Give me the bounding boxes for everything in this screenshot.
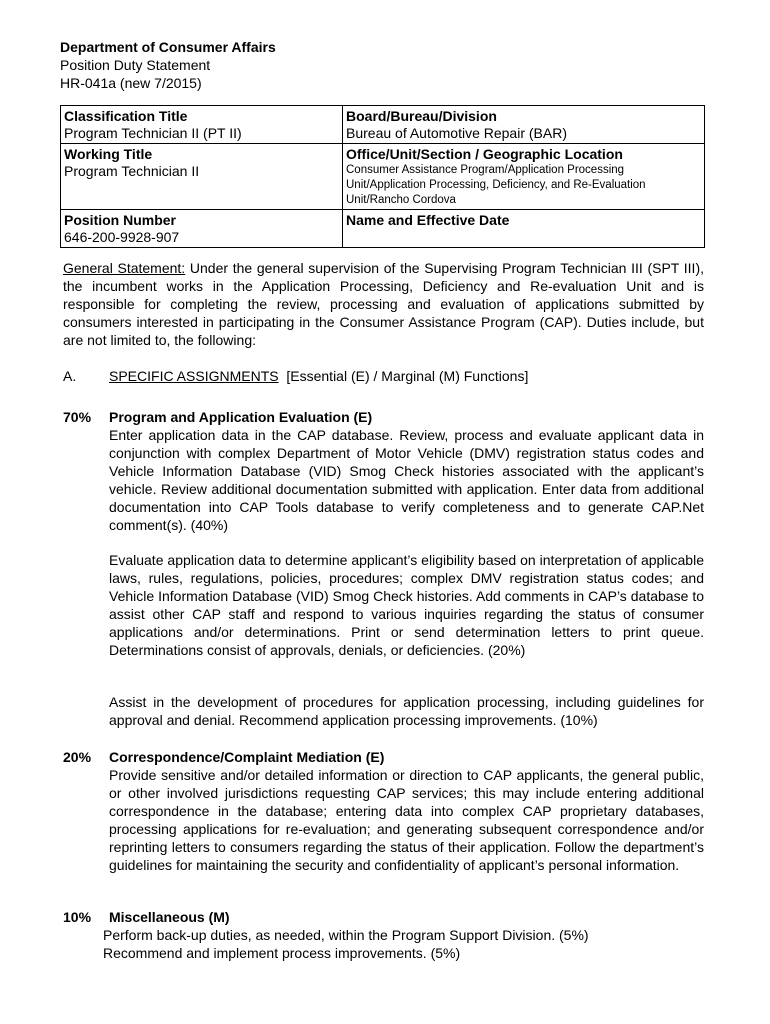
duty-percent: 10%: [63, 909, 92, 925]
name-date-cell: [343, 210, 705, 248]
position-number-label: Position Number: [64, 212, 177, 228]
department-name: Department of Consumer Affairs: [60, 39, 276, 55]
office-label: Office/Unit/Section / Geographic Location: [346, 146, 623, 162]
duty-heading-correspondence: [63, 748, 384, 766]
section-subtitle: [Essential (E) / Marginal (M) Functions]: [278, 368, 529, 384]
office-value-line-1: Consumer Assistance Program/Application Processing: [346, 164, 625, 176]
general-statement-label: General Statement:: [63, 260, 186, 276]
duty-title: Correspondence/Complaint Mediation (E): [109, 749, 385, 765]
office-value-line-3: Unit/Rancho Cordova: [346, 194, 456, 206]
working-title-cell: [61, 144, 343, 210]
board-label: Board/Bureau/Division: [346, 108, 497, 124]
duty-heading-evaluation: [63, 408, 372, 426]
position-info-table: [60, 105, 705, 248]
duty-paragraph: Enter application data in the CAP database. Review, process and evaluate applicant data in conjunction with complex Department of Motor Vehicle (DMV) registration status codes and Vehicle Information Database (VID) Smog Check histories associated with the applicant’s vehicle. Review additional documentation submitted with application. Enter data from additional documentation into CAP Tools database to verify completeness and to generate CAP.Net comment(s). (40%): [109, 427, 704, 533]
section-title: SPECIFIC ASSIGNMENTS: [109, 368, 279, 384]
duty-percent: 70%: [63, 409, 92, 425]
board-value: Bureau of Automotive Repair (BAR): [346, 125, 567, 141]
duty-line: Recommend and implement process improvements. (5%): [103, 945, 461, 961]
section-letter: A.: [63, 368, 77, 384]
duty-title: Program and Application Evaluation (E): [109, 409, 373, 425]
duty-percent: 20%: [63, 749, 92, 765]
working-title-value: Program Technician II: [64, 163, 200, 179]
duty-line: Perform back-up duties, as needed, within the Program Support Division. (5%): [103, 927, 589, 943]
form-number: HR-041a (new 7/2015): [60, 75, 202, 91]
classification-value: Program Technician II (PT II): [64, 125, 242, 141]
office-cell: [343, 144, 705, 210]
duty-title: Miscellaneous (M): [109, 909, 230, 925]
classification-label: Classification Title: [64, 108, 188, 124]
working-title-label: Working Title: [64, 146, 153, 162]
duty-heading-miscellaneous: [63, 908, 230, 926]
name-date-label: Name and Effective Date: [346, 212, 510, 228]
document-type: Position Duty Statement: [60, 57, 211, 73]
board-cell: [343, 106, 705, 144]
general-statement-text: Under the general supervision of the Supervising Program Technician III (SPT III), the incumbent works in the Application Processing, Deficiency and Re-evaluation Unit and is responsible for completing the review, processing and evaluation of applications submitted by consumers interested in participating in the Consumer Assistance Program (CAP). Duties include, but are not limited to, the following:: [63, 260, 704, 348]
office-value-line-2: Unit/Application Processing, Deficiency, and Re-Evaluation: [346, 179, 646, 191]
duty-paragraph: Provide sensitive and/or detailed information or direction to CAP applicants, the general public, or other involved jurisdictions requesting CAP services; this may include entering additional correspondence in the database; entering data into complex CAP proprietary databases, processing applications for re-evaluation; and generating subsequent correspondence and/or reprinting letters to consumers regarding the status of their application. Follow the department’s guidelines for maintaining the security and confidentiality of applicant’s personal information.: [109, 767, 704, 873]
position-number-cell: [61, 210, 343, 248]
duty-paragraph: Assist in the development of procedures for application processing, including guidelines for approval and denial. Recommend application processing improvements. (10%): [109, 694, 704, 728]
duty-paragraph: Evaluate application data to determine applicant’s eligibility based on interpretation of applicable laws, rules, regulations, policies, procedures; complex DMV registration status codes; and Vehicle Information Database (VID) Smog Check histories. Add comments in CAP’s database to assist other CAP staff and respond to various inquiries regarding the status of consumer applications and/or determinations. Print or send determination letters to print queue. Determinations consist of approvals, denials, or deficiencies. (20%): [109, 552, 704, 658]
general-statement: [63, 259, 704, 349]
document-header: [60, 38, 710, 92]
section-a-heading: [63, 367, 528, 385]
position-number-value: 646-200-9928-907: [64, 229, 180, 245]
classification-cell: [61, 106, 343, 144]
